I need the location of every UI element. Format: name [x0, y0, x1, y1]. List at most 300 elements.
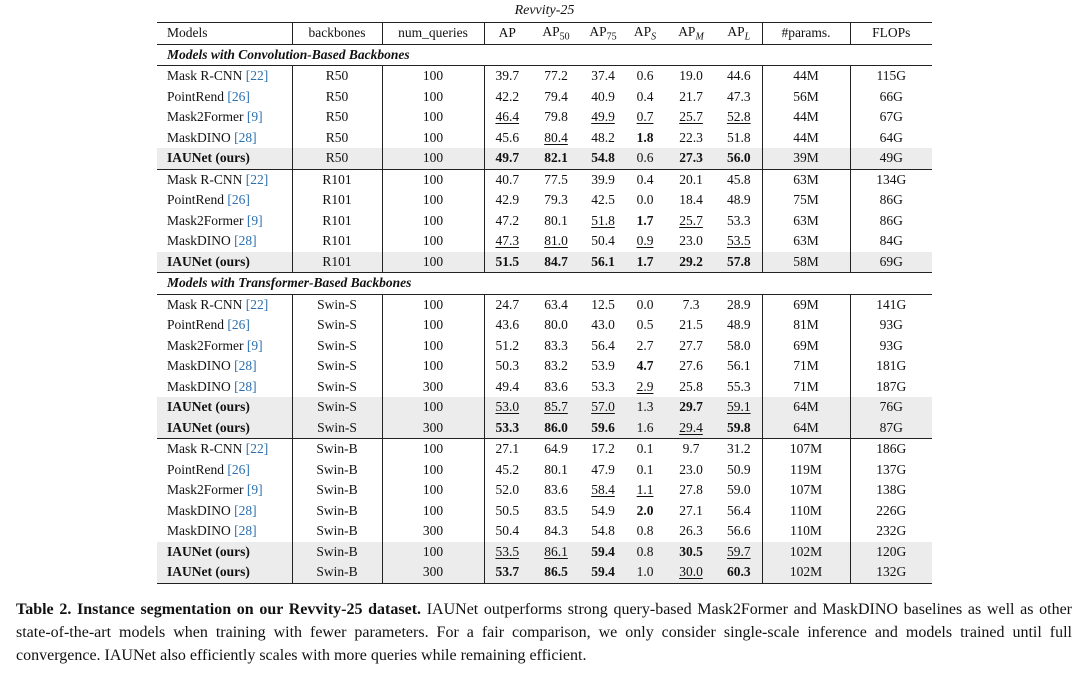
citation-link[interactable]: [28] — [234, 502, 257, 518]
model-name: IAUNet (ours) — [167, 543, 250, 559]
backbone-value: R50 — [325, 109, 349, 125]
apm-value: 29.4 — [679, 419, 703, 435]
ap75-value: 47.9 — [591, 461, 615, 477]
model-name: Mask R-CNN — [167, 68, 243, 84]
ap75-value: 56.4 — [591, 337, 615, 353]
apl-value: 51.8 — [726, 129, 751, 145]
queries-cell — [382, 397, 484, 418]
table-row — [157, 377, 932, 398]
model-name: MaskDINO — [167, 523, 231, 539]
flops-cell — [850, 66, 932, 87]
flops-cell — [850, 211, 932, 232]
params-cell — [762, 356, 850, 377]
table-row — [157, 107, 932, 128]
apl-cell — [716, 336, 762, 357]
apm-value: 27.3 — [679, 150, 703, 166]
ap75-value: 59.6 — [591, 419, 615, 435]
flops-value: 49G — [879, 150, 903, 166]
citation-link[interactable]: [28] — [234, 129, 257, 145]
apl-cell — [716, 542, 762, 563]
apl-cell — [716, 190, 762, 211]
header-subscript: S — [651, 31, 657, 43]
flops-value: 232G — [876, 523, 907, 539]
params-value: 64M — [793, 399, 819, 415]
model-name: MaskDINO — [167, 358, 231, 374]
params-value: 71M — [793, 358, 819, 374]
queries-cell — [382, 231, 484, 252]
ap50-cell — [530, 439, 582, 460]
aps-cell — [624, 480, 666, 501]
header-cell — [666, 23, 716, 45]
ap75-cell — [582, 418, 624, 439]
ap-value: 53.7 — [495, 564, 520, 580]
ap50-cell — [530, 397, 582, 418]
ap-cell — [484, 460, 530, 481]
model-name: MaskDINO — [167, 378, 231, 394]
params-cell — [762, 169, 850, 190]
ap75-value: 17.2 — [591, 441, 615, 457]
params-cell — [762, 87, 850, 108]
aps-cell — [624, 211, 666, 232]
apm-value: 30.5 — [679, 543, 703, 559]
backbone-cell — [292, 128, 382, 149]
queries-cell — [382, 356, 484, 377]
ap-cell — [484, 231, 530, 252]
backbone-value: Swin-S — [317, 358, 357, 374]
ap-value: 42.9 — [495, 192, 520, 208]
queries-value: 100 — [422, 150, 444, 166]
aps-value: 1.0 — [636, 564, 654, 580]
table-row — [157, 190, 932, 211]
flops-value: 186G — [876, 441, 907, 457]
header-label: #params. — [781, 25, 831, 41]
flops-cell — [850, 315, 932, 336]
ap75-value: 54.8 — [591, 523, 615, 539]
queries-cell — [382, 128, 484, 149]
model-cell — [157, 315, 292, 336]
ap50-value: 80.1 — [544, 461, 568, 477]
model-name: PointRend — [167, 192, 225, 208]
aps-cell — [624, 315, 666, 336]
ap50-value: 79.8 — [544, 109, 568, 125]
queries-cell — [382, 336, 484, 357]
apm-cell — [666, 439, 716, 460]
ap-cell — [484, 356, 530, 377]
section-title: Models with Convolution-Based Backbones — [157, 44, 932, 66]
apl-cell — [716, 169, 762, 190]
backbone-cell — [292, 294, 382, 315]
queries-value: 100 — [422, 337, 444, 353]
queries-value: 100 — [422, 192, 444, 208]
apm-cell — [666, 521, 716, 542]
ap75-value: 12.5 — [591, 296, 615, 312]
header-cell — [624, 23, 666, 45]
model-name: Mask R-CNN — [167, 171, 243, 187]
header-cell — [157, 23, 292, 45]
header-subscript: 50 — [559, 31, 570, 43]
apm-value: 23.0 — [679, 233, 703, 249]
params-cell — [762, 211, 850, 232]
header-subscript: 75 — [606, 31, 617, 43]
queries-cell — [382, 190, 484, 211]
flops-cell — [850, 418, 932, 439]
table-row — [157, 128, 932, 149]
backbone-value: R101 — [322, 192, 352, 208]
apl-value: 59.0 — [726, 482, 751, 498]
model-cell — [157, 66, 292, 87]
queries-value: 100 — [422, 68, 444, 84]
apm-cell — [666, 562, 716, 583]
model-name: IAUNet (ours) — [167, 150, 250, 166]
aps-cell — [624, 356, 666, 377]
ap50-value: 85.7 — [544, 399, 568, 415]
model-name: PointRend — [167, 461, 225, 477]
apl-cell — [716, 252, 762, 273]
ap75-value: 54.8 — [591, 150, 615, 166]
ap-value: 51.5 — [495, 253, 520, 269]
backbone-cell — [292, 107, 382, 128]
backbone-value: R50 — [325, 88, 349, 104]
ap-cell — [484, 148, 530, 169]
ap75-value: 43.0 — [591, 317, 615, 333]
apm-value: 19.0 — [679, 68, 703, 84]
ap-value: 45.6 — [495, 129, 520, 145]
table-row — [157, 439, 932, 460]
citation-link[interactable]: [26] — [227, 88, 250, 104]
model-name: IAUNet (ours) — [167, 419, 250, 435]
aps-value: 0.6 — [636, 68, 654, 84]
queries-value: 100 — [422, 296, 444, 312]
citation-link[interactable]: [22] — [245, 171, 269, 187]
aps-value: 0.4 — [636, 88, 654, 104]
aps-cell — [624, 377, 666, 398]
ap50-value: 86.0 — [544, 419, 568, 435]
queries-cell — [382, 562, 484, 583]
ap-value: 49.7 — [495, 150, 520, 166]
table-row — [157, 460, 932, 481]
apl-cell — [716, 148, 762, 169]
model-cell — [157, 562, 292, 583]
ap75-value: 53.9 — [591, 358, 615, 374]
params-value: 102M — [789, 564, 823, 580]
params-value: 64M — [793, 419, 819, 435]
backbone-cell — [292, 480, 382, 501]
apm-value: 25.7 — [679, 109, 703, 125]
params-cell — [762, 562, 850, 583]
citation-link[interactable]: [26] — [227, 461, 250, 477]
apl-value: 58.0 — [726, 337, 751, 353]
apm-cell — [666, 377, 716, 398]
ap50-cell — [530, 562, 582, 583]
apl-cell — [716, 480, 762, 501]
model-name: PointRend — [167, 88, 225, 104]
ap75-value: 53.3 — [591, 378, 615, 394]
table-title: Revvity-25 — [514, 3, 575, 18]
section-header-row — [157, 273, 932, 295]
header-row — [157, 23, 932, 45]
params-cell — [762, 107, 850, 128]
flops-cell — [850, 356, 932, 377]
ap-cell — [484, 418, 530, 439]
model-cell — [157, 542, 292, 563]
model-name: Mask R-CNN — [167, 441, 243, 457]
ap50-value: 84.3 — [544, 523, 568, 539]
citation-link[interactable]: [28] — [234, 378, 257, 394]
aps-cell — [624, 107, 666, 128]
caption-lead: Instance segmentation on our Revvity-25 dataset. — [77, 601, 422, 618]
aps-cell — [624, 336, 666, 357]
apm-value: 29.2 — [679, 253, 703, 269]
backbone-cell — [292, 397, 382, 418]
apm-value: 23.0 — [679, 461, 703, 477]
flops-cell — [850, 542, 932, 563]
backbone-cell — [292, 501, 382, 522]
aps-cell — [624, 128, 666, 149]
apl-cell — [716, 418, 762, 439]
aps-cell — [624, 66, 666, 87]
backbone-value: R101 — [322, 253, 352, 269]
params-value: 102M — [789, 543, 823, 559]
apl-cell — [716, 521, 762, 542]
params-cell — [762, 66, 850, 87]
apl-cell — [716, 377, 762, 398]
apl-cell — [716, 460, 762, 481]
ap50-cell — [530, 148, 582, 169]
citation-link[interactable]: [28] — [234, 523, 257, 539]
apm-value: 22.3 — [679, 129, 703, 145]
ap75-cell — [582, 294, 624, 315]
apm-cell — [666, 231, 716, 252]
ap-value: 50.5 — [495, 502, 520, 518]
aps-value: 0.8 — [636, 523, 654, 539]
apl-cell — [716, 356, 762, 377]
apm-value: 30.0 — [679, 564, 703, 580]
model-name: MaskDINO — [167, 233, 231, 249]
ap-cell — [484, 66, 530, 87]
table-row — [157, 66, 932, 87]
ap50-cell — [530, 336, 582, 357]
backbone-cell — [292, 211, 382, 232]
ap50-value: 80.1 — [544, 212, 568, 228]
flops-cell — [850, 336, 932, 357]
citation-link[interactable]: [28] — [234, 358, 257, 374]
apm-value: 21.7 — [679, 88, 703, 104]
apl-value: 59.7 — [726, 543, 751, 559]
ap75-cell — [582, 480, 624, 501]
flops-cell — [850, 148, 932, 169]
apm-value: 29.7 — [679, 399, 703, 415]
flops-value: 132G — [876, 564, 907, 580]
queries-value: 100 — [422, 212, 444, 228]
ap75-value: 54.9 — [591, 502, 615, 518]
params-cell — [762, 128, 850, 149]
table-row — [157, 397, 932, 418]
ap50-cell — [530, 480, 582, 501]
apm-cell — [666, 190, 716, 211]
ap75-cell — [582, 521, 624, 542]
ap50-cell — [530, 460, 582, 481]
ap50-value: 79.4 — [544, 88, 568, 104]
queries-value: 100 — [422, 543, 444, 559]
ap50-value: 84.7 — [544, 253, 568, 269]
table-row — [157, 231, 932, 252]
header-label: AP — [633, 23, 652, 39]
ap75-value: 37.4 — [591, 68, 615, 84]
params-cell — [762, 418, 850, 439]
backbone-value: R101 — [322, 233, 352, 249]
backbone-cell — [292, 418, 382, 439]
table-caption — [16, 598, 1072, 667]
apm-value: 9.7 — [682, 441, 700, 457]
aps-cell — [624, 460, 666, 481]
queries-value: 100 — [422, 88, 444, 104]
ap-cell — [484, 190, 530, 211]
header-subscript: L — [744, 31, 751, 43]
queries-cell — [382, 211, 484, 232]
table-row — [157, 169, 932, 190]
ap50-cell — [530, 377, 582, 398]
params-value: 63M — [793, 233, 819, 249]
ap50-cell — [530, 521, 582, 542]
ap50-cell — [530, 294, 582, 315]
ap50-cell — [530, 231, 582, 252]
ap50-cell — [530, 66, 582, 87]
ap75-value: 49.9 — [591, 109, 615, 125]
header-label: AP — [589, 23, 607, 39]
flops-value: 226G — [876, 502, 907, 518]
params-cell — [762, 252, 850, 273]
ap-value: 51.2 — [495, 337, 520, 353]
aps-cell — [624, 418, 666, 439]
citation-link[interactable]: [22] — [245, 441, 269, 457]
table-row — [157, 294, 932, 315]
flops-cell — [850, 439, 932, 460]
params-value: 110M — [790, 523, 822, 539]
model-cell — [157, 377, 292, 398]
backbone-value: Swin-S — [317, 317, 357, 333]
apm-cell — [666, 252, 716, 273]
flops-value: 84G — [879, 233, 903, 249]
model-cell — [157, 521, 292, 542]
table-row — [157, 148, 932, 169]
ap-value: 39.7 — [495, 68, 520, 84]
ap75-value: 42.5 — [591, 192, 615, 208]
apl-value: 48.9 — [726, 192, 751, 208]
citation-link[interactable]: [9] — [246, 109, 263, 125]
model-name: IAUNet (ours) — [167, 253, 250, 269]
params-cell — [762, 148, 850, 169]
aps-cell — [624, 439, 666, 460]
table-row — [157, 562, 932, 583]
citation-link[interactable]: [28] — [234, 233, 257, 249]
model-name: IAUNet (ours) — [167, 564, 250, 580]
queries-value: 100 — [422, 233, 444, 249]
params-cell — [762, 190, 850, 211]
backbone-cell — [292, 336, 382, 357]
ap-value: 53.5 — [495, 543, 520, 559]
citation-link[interactable]: [26] — [227, 192, 250, 208]
params-value: 81M — [793, 317, 819, 333]
citation-link[interactable]: [9] — [246, 337, 263, 353]
queries-cell — [382, 377, 484, 398]
ap-cell — [484, 542, 530, 563]
ap-cell — [484, 87, 530, 108]
ap50-value: 63.4 — [544, 296, 568, 312]
model-cell — [157, 231, 292, 252]
header-label: Models — [167, 25, 208, 41]
ap-cell — [484, 252, 530, 273]
header-cell — [762, 23, 850, 45]
ap75-cell — [582, 87, 624, 108]
ap75-value: 58.4 — [591, 482, 615, 498]
model-cell — [157, 356, 292, 377]
backbone-cell — [292, 460, 382, 481]
params-cell — [762, 397, 850, 418]
aps-cell — [624, 231, 666, 252]
ap-cell — [484, 107, 530, 128]
ap50-value: 83.5 — [544, 502, 568, 518]
backbone-cell — [292, 252, 382, 273]
ap75-cell — [582, 460, 624, 481]
apm-cell — [666, 397, 716, 418]
params-cell — [762, 521, 850, 542]
flops-value: 93G — [879, 337, 903, 353]
aps-cell — [624, 294, 666, 315]
apl-cell — [716, 87, 762, 108]
backbone-value: Swin-S — [317, 337, 357, 353]
ap75-value: 40.9 — [591, 88, 615, 104]
aps-cell — [624, 542, 666, 563]
ap75-value: 50.4 — [591, 233, 615, 249]
ap-value: 52.0 — [495, 482, 520, 498]
apl-cell — [716, 211, 762, 232]
ap-cell — [484, 397, 530, 418]
model-name: MaskDINO — [167, 129, 231, 145]
apl-value: 60.3 — [726, 564, 751, 580]
apl-cell — [716, 562, 762, 583]
flops-cell — [850, 521, 932, 542]
queries-value: 100 — [422, 253, 444, 269]
apm-cell — [666, 148, 716, 169]
flops-value: 86G — [879, 192, 903, 208]
aps-value: 0.1 — [636, 441, 654, 457]
queries-cell — [382, 439, 484, 460]
apl-value: 59.1 — [726, 399, 751, 415]
citation-link[interactable]: [9] — [246, 212, 263, 228]
apm-cell — [666, 294, 716, 315]
model-cell — [157, 211, 292, 232]
aps-cell — [624, 562, 666, 583]
backbone-cell — [292, 542, 382, 563]
citation-link[interactable]: [22] — [245, 296, 269, 312]
params-value: 56M — [793, 88, 819, 104]
aps-cell — [624, 87, 666, 108]
aps-cell — [624, 252, 666, 273]
ap50-value: 83.6 — [544, 378, 568, 394]
citation-link[interactable]: [22] — [245, 68, 269, 84]
ap-cell — [484, 377, 530, 398]
apl-cell — [716, 397, 762, 418]
model-name: PointRend — [167, 317, 225, 333]
ap75-value: 57.0 — [591, 399, 615, 415]
flops-cell — [850, 562, 932, 583]
apl-value: 52.8 — [726, 109, 751, 125]
citation-link[interactable]: [26] — [227, 317, 250, 333]
ap-value: 50.4 — [495, 523, 520, 539]
ap50-value: 77.5 — [544, 171, 568, 187]
citation-link[interactable]: [9] — [246, 482, 263, 498]
flops-cell — [850, 397, 932, 418]
